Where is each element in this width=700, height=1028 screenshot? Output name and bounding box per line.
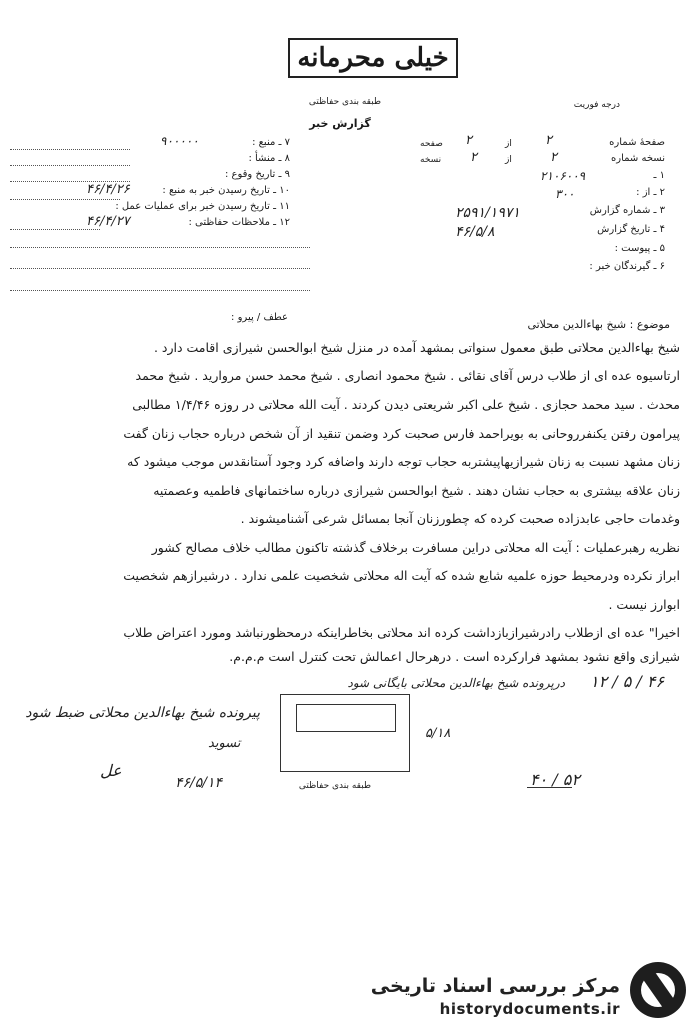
source-code-value: ۹۰۰۰۰۰ (160, 134, 199, 148)
classification-text: خیلی محرمانه (297, 43, 449, 73)
copy-number-handwritten: ٢ (470, 150, 477, 165)
field-report-number: ۳ ـ شماره گزارش (589, 205, 665, 216)
number-1-value: ۲۱۰۶۰۰۹ (540, 169, 586, 183)
annotation-top: درپرونده شیخ بهاءالدین محلاتی بایگانی شود (347, 676, 565, 690)
body-line: ابراز نکرده ودرمحیط حوزه علمیه شایع شده که آیت اله محلاتی شخصیت علمی ندارد . درشیرازهم شخصیت (123, 568, 680, 583)
page-suffix-label: صفحه (420, 139, 443, 149)
page-count-handwritten: ٢ (545, 133, 552, 148)
left-signature-1: تسوید (208, 736, 241, 751)
field-security-notes: ۱۲ ـ ملاحظات حفاظتی : (188, 217, 290, 228)
field-origin: ۸ ـ منشأ : (248, 153, 290, 164)
right-bottom-note: ۴۰ / ۵۲ (530, 770, 580, 789)
dotted-line (10, 290, 310, 291)
field-date-received-source: ۱۰ ـ تاریخ رسیدن خبر به منبع : (162, 185, 290, 196)
body-line: ارتاسیوه عده ای از طلاب درس آقای نقائی . شیخ محمود انصاری . شیخ محمد حسن مروارید . شیخ محمد (135, 368, 680, 383)
dotted-line (10, 247, 310, 248)
date-received-ops-value: ۴۶/۴/۲۷ (86, 214, 130, 229)
dotted-line (10, 199, 120, 200)
annotation-left: پیرونده شیخ بهاءالدین محلاتی ضبط شود (25, 705, 260, 721)
body-line: پیرامون رفتن یکنفرروحانی به بویراحمد فارس صحبت کرد وضمن تنقید از آن شخص درباره حجاب زنان گفت (123, 426, 680, 441)
dotted-line (10, 268, 310, 269)
body-line: زنان مشهد نسبت به زنان شیرازیهاپیشتربه حجاب توجه دارند واضافه کرد وجود آستانقدس موجب میشود که (127, 454, 680, 469)
field-date-received-ops: ۱۱ ـ تاریخ رسیدن خبر برای عملیات عمل : (115, 201, 290, 212)
body-line: ابوارز نیست . (608, 597, 680, 612)
dotted-line (10, 165, 130, 166)
field-from: ۲ ـ از : (636, 187, 665, 198)
watermark-url: historydocuments.ir (439, 1000, 620, 1018)
dotted-line (10, 149, 130, 150)
copy-count-handwritten: ٢ (550, 150, 557, 165)
left-date: ۴۶/۵/۱۴ (175, 775, 223, 791)
copy-from-label: از (505, 155, 512, 165)
field-copy-number: نسخه شماره (611, 153, 665, 164)
watermark-title: مرکز بررسی اسناد تاریخی (370, 975, 620, 997)
body-line: زنان علاقه بیشتری به حجاب نشان دهند . شیخ ابوالحسن شیرازی درباره ساختمانهای فاطمیه وعصمتیه (153, 483, 680, 498)
body-line: وغدمات حاجی عابدزاده صحبت کرده که چطورزنان آنجا بمسائل شرعی آشنامیشوند . (240, 511, 680, 526)
report-number-value: ۲۵۹۱/۱۹۷۱ (455, 205, 520, 221)
report-title: گزارش خبر (309, 117, 371, 130)
body-line: شیرازی واقع نشود بمشهد فرارکرده است . درهرحال اعمالش تحت کنترل است م.م.م. (229, 649, 680, 664)
priority-label: درجه فوریت (573, 100, 620, 110)
page-from-label: از (505, 139, 512, 149)
field-event-date: ۹ ـ تاریخ وقوع : (224, 169, 290, 180)
body-line: اخیرا" عده ای ازطلاب رادرشیرازبازداشت کرده اند محلاتی بخاطراینکه درمحظورنباشد ومورد اعتراض طلاب (123, 625, 680, 640)
header-classification-label: طبقه بندی حفاظتی (308, 97, 382, 107)
reference-label: عطف / پیرو : (231, 312, 288, 323)
body-line: محدث . سید محمد حجازی . شیخ علی اکبر شریعتی دیدن کردند . آیت الله محلاتی در روزه ۱/۴/۴۶ مطالبی (132, 397, 680, 412)
stamp-inner-box (296, 704, 396, 732)
date-top-right: ۱۲ / ۵ / ۴۶ (590, 672, 665, 691)
field-source: ۷ ـ منبع : (252, 137, 290, 148)
note-divider (527, 787, 572, 788)
field-recipients: ۶ ـ گیرندگان خبر : (589, 261, 665, 272)
date-received-source-value: ۴۶/۴/۲۶ (86, 182, 130, 197)
footer-classification-label: طبقه بندی حفاظتی (298, 781, 372, 791)
dotted-line (10, 229, 100, 230)
report-date-value: ۴۶/۵/۸ (455, 224, 495, 240)
from-value: ۳۰۰ (555, 187, 575, 201)
field-1: ۱ ـ (653, 170, 665, 181)
field-report-date: ۴ ـ تاریخ گزارش (597, 224, 665, 235)
body-line: شیخ بهاءالدین محلاتی طبق معمول سنواتی بمشهد آمده در منزل شیخ ابوالحسن شیرازی اقامت دارد . (153, 340, 680, 355)
field-attachment: ۵ ـ پیوست : (614, 243, 665, 254)
body-line: نظریه رهبرعملیات : آیت اله محلاتی دراین مسافرت برخلاف گذشته تاکنون مطالب خلاف مصالح کشور (151, 540, 680, 555)
page-number-handwritten: ٢ (465, 133, 472, 148)
subject-line: موضوع : شیخ بهاءالدین محلاتی (527, 318, 670, 331)
field-page-number: صفحهٔ شماره (609, 137, 665, 148)
copy-suffix-label: نسخه (420, 155, 442, 165)
left-signature-2: عل (100, 761, 122, 780)
seal-date: ۵/۱۸ (425, 726, 451, 741)
classification-stamp (288, 38, 458, 78)
